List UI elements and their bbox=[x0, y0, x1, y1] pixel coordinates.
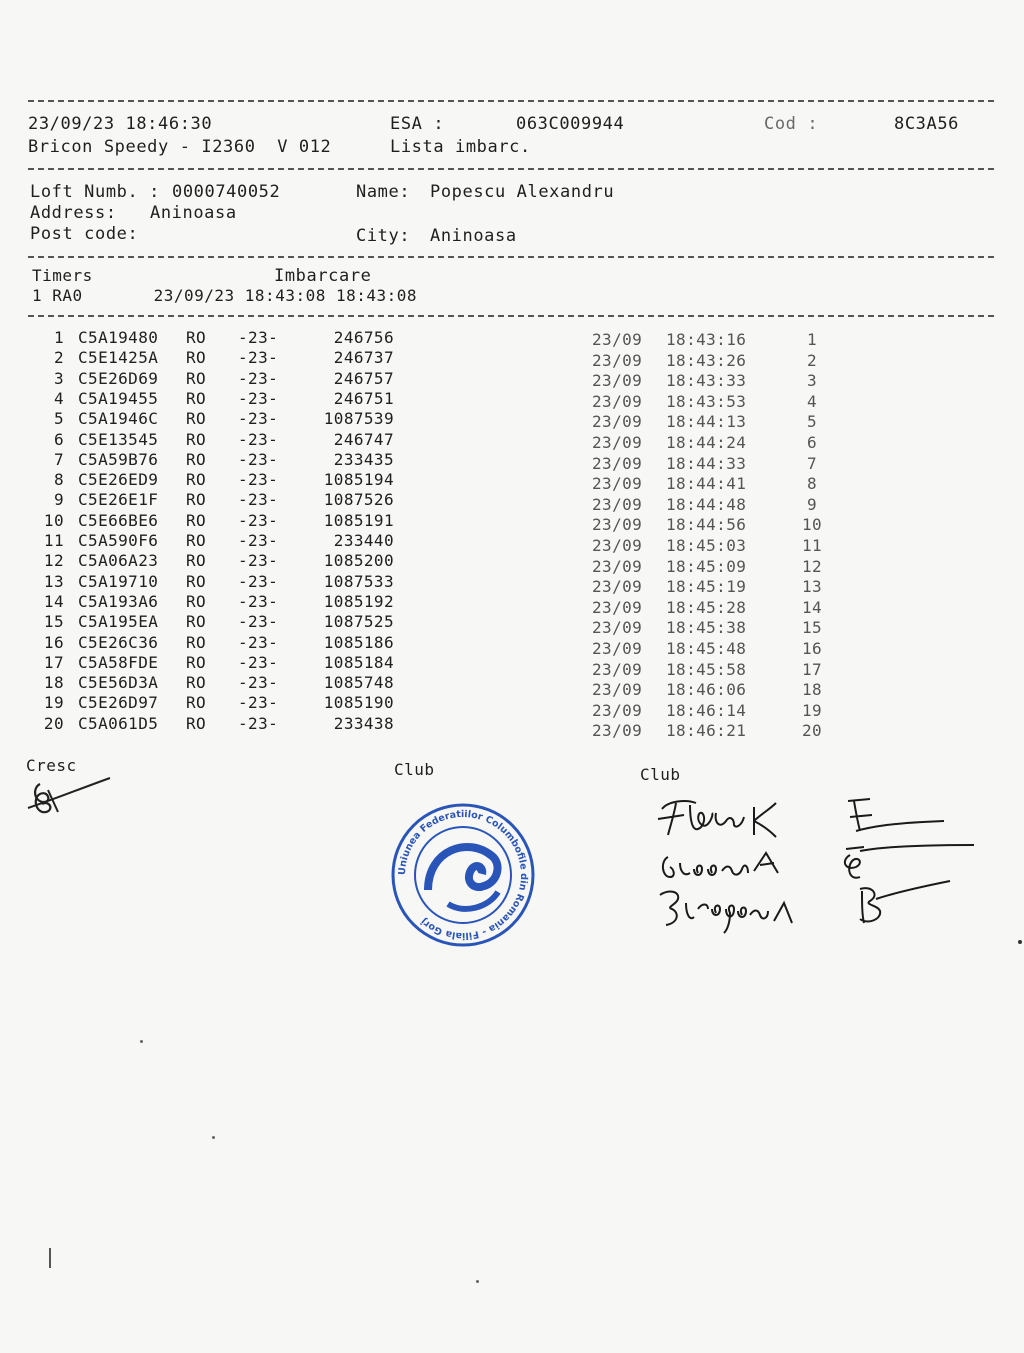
arrival-row bbox=[0, 351, 1024, 371]
arrival-time: 18:43:26 bbox=[666, 350, 747, 370]
bird-index: 11 bbox=[43, 531, 64, 550]
bird-year: -23- bbox=[238, 571, 279, 591]
bird-index: 9 bbox=[53, 490, 64, 510]
arrival-position: 7 bbox=[806, 453, 818, 473]
arrival-position: 18 bbox=[801, 680, 823, 700]
device-info: Bricon Speedy - I2360 V 012 bbox=[28, 137, 332, 157]
arrival-position: 16 bbox=[801, 639, 823, 658]
bird-country: RO bbox=[186, 470, 207, 490]
arrival-date: 23/09 bbox=[592, 700, 643, 720]
scan-mark bbox=[49, 1248, 51, 1268]
arrival-time: 18:44:48 bbox=[666, 494, 747, 514]
handwritten-name-1 bbox=[660, 808, 665, 809]
name-label: Name: bbox=[356, 182, 411, 202]
stamp-text: Uniunea Federatiilor Columbofile din Romania - Filiala Gorj bbox=[396, 808, 530, 942]
postcode-label: Post code: bbox=[30, 224, 139, 244]
arrival-position: 15 bbox=[801, 618, 823, 638]
bird-index: 19 bbox=[43, 693, 64, 713]
arrival-date: 23/09 bbox=[592, 453, 643, 473]
bird-ring: C5A19710 bbox=[78, 571, 159, 591]
bird-ring: C5A590F6 bbox=[78, 531, 159, 550]
bird-country: RO bbox=[186, 652, 207, 672]
bird-number: 1085191 bbox=[323, 510, 394, 530]
separator bbox=[28, 168, 994, 170]
bird-index: 12 bbox=[43, 551, 64, 571]
esa-value: 063C009944 bbox=[516, 114, 625, 134]
arrival-time: 18:45:19 bbox=[666, 577, 747, 597]
bird-number: 233438 bbox=[333, 713, 394, 733]
arrival-date: 23/09 bbox=[592, 618, 643, 638]
bird-index: 2 bbox=[53, 348, 64, 368]
list-title: Lista imbarc. bbox=[390, 137, 531, 157]
bird-ring: C5E13545 bbox=[78, 429, 159, 449]
arrival-date: 23/09 bbox=[592, 330, 643, 349]
timers-label: Timers bbox=[32, 266, 93, 285]
bird-country: RO bbox=[186, 571, 207, 591]
bird-index: 10 bbox=[43, 510, 64, 530]
bird-year: -23- bbox=[238, 510, 279, 530]
bird-index: 4 bbox=[53, 388, 64, 408]
bird-index: 8 bbox=[53, 470, 64, 490]
arrival-time: 18:44:56 bbox=[666, 515, 747, 535]
bird-ring: C5A59B76 bbox=[78, 449, 159, 469]
bird-number: 1085200 bbox=[323, 551, 394, 571]
bird-country: RO bbox=[186, 348, 207, 368]
bird-year: -23- bbox=[238, 388, 279, 408]
bird-number: 246756 bbox=[333, 328, 394, 347]
arrival-date: 23/09 bbox=[592, 721, 643, 741]
bird-index: 16 bbox=[43, 632, 64, 652]
bird-ring: C5E26C36 bbox=[78, 632, 159, 652]
bird-country: RO bbox=[186, 531, 207, 550]
bird-year: -23- bbox=[238, 348, 279, 368]
arrival-date: 23/09 bbox=[592, 556, 643, 576]
esa-label: ESA : bbox=[390, 114, 445, 134]
bird-index: 18 bbox=[43, 673, 64, 693]
arrival-date: 23/09 bbox=[592, 433, 643, 452]
loft-value: 0000740052 bbox=[172, 182, 281, 202]
arrival-time: 18:43:16 bbox=[666, 330, 747, 349]
bird-ring: C5A195EA bbox=[78, 612, 159, 632]
arrival-date: 23/09 bbox=[592, 659, 643, 679]
bird-ring: C5E56D3A bbox=[78, 673, 159, 693]
bird-country: RO bbox=[186, 612, 207, 632]
bird-year: -23- bbox=[238, 409, 279, 429]
bird-ring: C5A061D5 bbox=[78, 713, 159, 733]
club-signatures bbox=[650, 785, 980, 955]
bird-year: -23- bbox=[238, 328, 279, 347]
arrival-time: 18:46:21 bbox=[666, 721, 747, 741]
bird-ring: C5A1946C bbox=[78, 409, 159, 429]
scan-dot bbox=[140, 1040, 143, 1043]
arrival-time: 18:45:03 bbox=[666, 536, 747, 555]
bird-number: 1087533 bbox=[323, 571, 394, 591]
arrival-position: 11 bbox=[801, 536, 823, 555]
bird-country: RO bbox=[186, 632, 207, 652]
club-stamp bbox=[388, 800, 538, 950]
bird-number: 246747 bbox=[333, 429, 394, 449]
bird-index: 13 bbox=[43, 571, 64, 591]
arrival-time: 18:43:33 bbox=[666, 371, 747, 391]
bird-country: RO bbox=[186, 449, 207, 469]
bird-index: 1 bbox=[53, 328, 64, 347]
header-datetime: 23/09/23 18:46:30 bbox=[28, 114, 213, 134]
arrival-position: 12 bbox=[801, 556, 823, 576]
arrival-date: 23/09 bbox=[592, 597, 643, 617]
bird-ring: C5E26D69 bbox=[78, 368, 159, 388]
arrival-date: 23/09 bbox=[592, 536, 643, 555]
arrival-position: 20 bbox=[801, 721, 823, 741]
timer-line: 1 RA0 23/09/23 18:43:08 18:43:08 bbox=[32, 286, 418, 305]
scan-dot bbox=[212, 1136, 215, 1139]
arrival-date: 23/09 bbox=[592, 474, 643, 494]
bird-year: -23- bbox=[238, 693, 279, 713]
address-value: Aninoasa bbox=[150, 203, 237, 223]
name-value: Popescu Alexandru bbox=[430, 182, 615, 202]
arrival-position: 3 bbox=[806, 371, 818, 391]
bird-index: 3 bbox=[53, 368, 64, 388]
bird-ring: C5A193A6 bbox=[78, 591, 159, 611]
bird-country: RO bbox=[186, 551, 207, 571]
bird-index: 5 bbox=[53, 409, 64, 429]
bird-country: RO bbox=[186, 409, 207, 429]
arrival-position: 17 bbox=[801, 659, 823, 679]
bird-number: 1087539 bbox=[323, 409, 394, 429]
bird-number: 1085194 bbox=[323, 470, 394, 490]
separator bbox=[28, 100, 994, 102]
bird-year: -23- bbox=[238, 531, 279, 550]
bird-year: -23- bbox=[238, 612, 279, 632]
bird-country: RO bbox=[186, 693, 207, 713]
arrival-row bbox=[0, 721, 1024, 741]
arrival-position: 10 bbox=[801, 515, 823, 535]
separator bbox=[28, 315, 994, 317]
bird-year: -23- bbox=[238, 713, 279, 733]
bird-ring: C5A58FDE bbox=[78, 652, 159, 672]
arrival-time: 18:45:58 bbox=[666, 659, 747, 679]
bird-year: -23- bbox=[238, 368, 279, 388]
arrival-position: 8 bbox=[806, 474, 818, 494]
bird-ring: C5A19480 bbox=[78, 328, 159, 347]
bird-ring: C5A06A23 bbox=[78, 551, 159, 571]
bird-year: -23- bbox=[238, 429, 279, 449]
bird-index: 7 bbox=[53, 449, 64, 469]
arrival-time: 18:43:53 bbox=[666, 391, 747, 411]
bird-country: RO bbox=[186, 328, 207, 347]
address-label: Address: bbox=[30, 203, 117, 223]
handwritten-name-2 bbox=[662, 852, 667, 853]
arrival-date: 23/09 bbox=[592, 350, 643, 370]
cresc-label: Cresc bbox=[26, 756, 77, 775]
bird-year: -23- bbox=[238, 591, 279, 611]
arrival-time: 18:45:28 bbox=[666, 597, 747, 617]
bird-number: 233435 bbox=[333, 449, 394, 469]
bird-country: RO bbox=[186, 713, 207, 733]
arrival-position: 6 bbox=[806, 433, 818, 452]
bird-number: 246737 bbox=[333, 348, 394, 368]
bird-year: -23- bbox=[238, 490, 279, 510]
city-value: Aninoasa bbox=[430, 226, 517, 246]
arrival-position: 4 bbox=[806, 391, 818, 411]
bird-country: RO bbox=[186, 673, 207, 693]
arrival-position: 13 bbox=[801, 577, 823, 597]
arrival-date: 23/09 bbox=[592, 412, 643, 432]
bird-country: RO bbox=[186, 368, 207, 388]
bird-ring: C5E66BE6 bbox=[78, 510, 159, 530]
club-label-1: Club bbox=[394, 760, 435, 779]
bird-year: -23- bbox=[238, 551, 279, 571]
bird-ring: C5A19455 bbox=[78, 388, 159, 408]
bird-number: 1087525 bbox=[323, 612, 394, 632]
arrival-date: 23/09 bbox=[592, 371, 643, 391]
bird-number: 1085748 bbox=[323, 673, 394, 693]
bird-year: -23- bbox=[238, 673, 279, 693]
svg-text:Uniunea Federatiilor Columbofi bbox=[397, 809, 529, 941]
bird-country: RO bbox=[186, 591, 207, 611]
arrival-position: 5 bbox=[806, 412, 818, 432]
bird-number: 1085190 bbox=[323, 693, 394, 713]
arrival-position: 9 bbox=[806, 494, 818, 514]
arrival-time: 18:44:33 bbox=[666, 453, 747, 473]
arrival-time: 18:45:09 bbox=[666, 556, 747, 576]
bird-number: 246751 bbox=[333, 388, 394, 408]
bird-ring: C5E26E1F bbox=[78, 490, 159, 510]
arrival-date: 23/09 bbox=[592, 515, 643, 535]
cod-value: 8C3A56 bbox=[894, 114, 960, 134]
arrival-time: 18:46:14 bbox=[666, 700, 747, 720]
arrival-time: 18:45:48 bbox=[666, 639, 747, 658]
arrival-time: 18:46:06 bbox=[666, 680, 747, 700]
bird-year: -23- bbox=[238, 632, 279, 652]
arrival-date: 23/09 bbox=[592, 577, 643, 597]
bird-index: 20 bbox=[43, 713, 64, 733]
bird-number: 1087526 bbox=[323, 490, 394, 510]
arrival-date: 23/09 bbox=[592, 494, 643, 514]
bird-country: RO bbox=[186, 388, 207, 408]
scan-dot bbox=[1018, 940, 1022, 944]
arrival-position: 19 bbox=[801, 700, 823, 720]
arrival-position: 14 bbox=[801, 597, 823, 617]
bird-country: RO bbox=[186, 490, 207, 510]
bird-number: 233440 bbox=[333, 531, 394, 550]
bird-year: -23- bbox=[238, 652, 279, 672]
arrival-row bbox=[0, 330, 1024, 350]
bird-year: -23- bbox=[238, 470, 279, 490]
arrival-date: 23/09 bbox=[592, 680, 643, 700]
bird-number: 246757 bbox=[333, 368, 394, 388]
arrival-position: 2 bbox=[806, 350, 818, 370]
arrival-time: 18:44:13 bbox=[666, 412, 747, 432]
bird-number: 1085184 bbox=[323, 652, 394, 672]
city-label: City: bbox=[356, 226, 411, 246]
bird-ring: C5E26ED9 bbox=[78, 470, 159, 490]
separator bbox=[28, 256, 994, 258]
arrival-time: 18:44:41 bbox=[666, 474, 747, 494]
bird-number: 1085186 bbox=[323, 632, 394, 652]
breeder-signature bbox=[22, 772, 114, 822]
handwritten-name-3 bbox=[650, 900, 655, 901]
arrival-date: 23/09 bbox=[592, 639, 643, 658]
cod-label: Cod : bbox=[764, 114, 819, 134]
club-label-2: Club bbox=[640, 765, 681, 784]
loft-label: Loft Numb. : bbox=[30, 182, 161, 202]
bird-index: 6 bbox=[53, 429, 64, 449]
arrival-position: 1 bbox=[806, 330, 818, 349]
arrival-date: 23/09 bbox=[592, 391, 643, 411]
bird-index: 15 bbox=[43, 612, 64, 632]
arrival-time: 18:45:38 bbox=[666, 618, 747, 638]
bird-ring: C5E26D97 bbox=[78, 693, 159, 713]
bird-country: RO bbox=[186, 510, 207, 530]
bird-number: 1085192 bbox=[323, 591, 394, 611]
arrival-time: 18:44:24 bbox=[666, 433, 747, 452]
bird-index: 17 bbox=[43, 652, 64, 672]
scan-dot bbox=[476, 1280, 479, 1283]
bird-country: RO bbox=[186, 429, 207, 449]
bird-ring: C5E1425A bbox=[78, 348, 159, 368]
bird-year: -23- bbox=[238, 449, 279, 469]
bird-index: 14 bbox=[43, 591, 64, 611]
imbarcare-label: Imbarcare bbox=[274, 266, 372, 286]
